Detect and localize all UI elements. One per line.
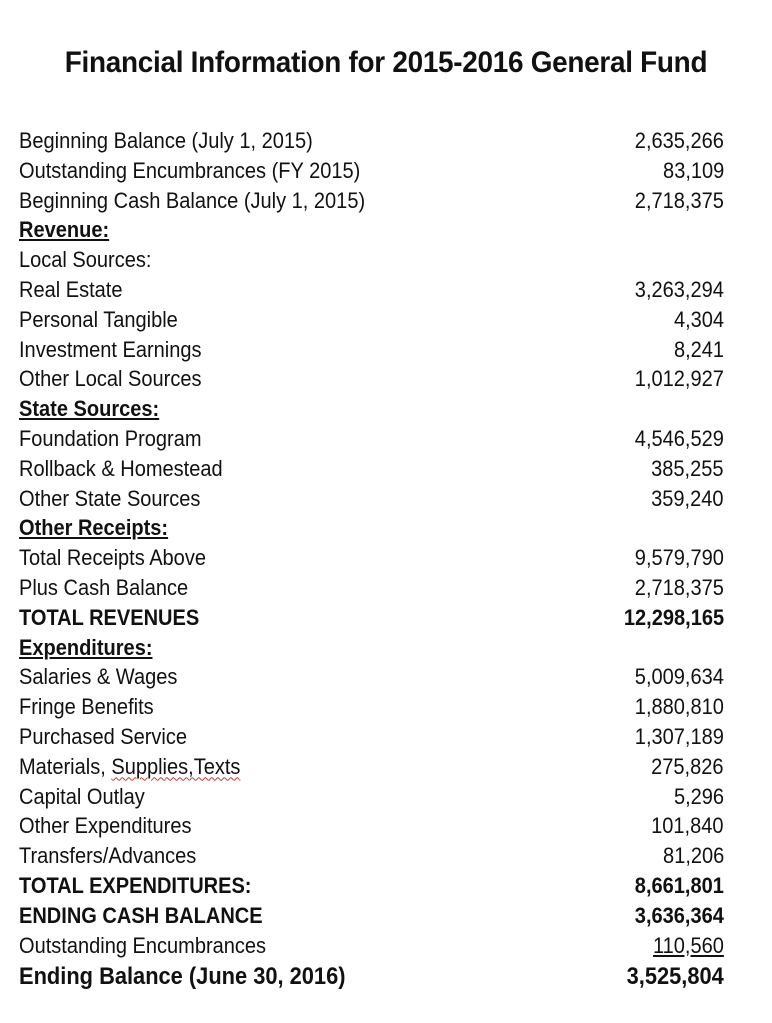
table-row <box>19 126 724 156</box>
row-label: Outstanding Encumbrances (FY 2015) <box>19 157 361 183</box>
row-label: Foundation Program <box>19 425 202 451</box>
row-amount: 8,241 <box>673 336 724 362</box>
table-row <box>19 841 724 871</box>
row-label: Other Expenditures <box>19 813 192 839</box>
row-label: Plus Cash Balance <box>19 574 189 600</box>
table-row <box>19 156 724 186</box>
row-amount: 8,661,801 <box>634 872 724 898</box>
row-label: Transfers/Advances <box>19 843 197 869</box>
row-label: TOTAL REVENUES <box>19 604 200 630</box>
row-label: Real Estate <box>19 276 123 302</box>
row-label: Other State Sources <box>19 485 201 511</box>
row-label: Salaries & Wages <box>19 664 178 690</box>
table-row <box>19 215 724 245</box>
row-amount: 1,880,810 <box>634 694 724 720</box>
row-amount: 2,718,375 <box>634 574 724 600</box>
table-row <box>19 424 724 454</box>
row-label: Investment Earnings <box>19 336 202 362</box>
section-heading: Other Receipts: <box>19 515 169 541</box>
row-amount: 101,840 <box>651 813 724 839</box>
row-amount: 9,579,790 <box>634 545 724 571</box>
table-row <box>19 603 724 633</box>
row-amount: 12,298,165 <box>623 604 724 630</box>
row-amount: 3,636,364 <box>634 902 724 928</box>
row-label: Total Receipts Above <box>19 545 206 571</box>
row-label: Ending Balance (June 30, 2016) <box>19 963 346 991</box>
section-heading: Expenditures: <box>19 634 153 660</box>
table-row <box>19 960 724 994</box>
section-heading: Revenue: <box>19 217 110 243</box>
section-heading: State Sources: <box>19 396 160 422</box>
row-amount: 3,263,294 <box>634 276 724 302</box>
table-row <box>19 484 724 514</box>
row-amount: 385,255 <box>651 455 724 481</box>
row-label: Purchased Service <box>19 723 188 749</box>
table-row <box>19 662 724 692</box>
table-row <box>19 782 724 812</box>
row-label: Local Sources: <box>19 247 152 273</box>
table-row <box>19 752 724 782</box>
row-amount: 4,546,529 <box>634 425 724 451</box>
row-label: ENDING CASH BALANCE <box>19 902 263 928</box>
row-label: Fringe Benefits <box>19 694 154 720</box>
row-amount: 1,012,927 <box>634 366 724 392</box>
row-label: Materials, Supplies,Texts <box>19 753 241 779</box>
row-amount: 5,296 <box>673 783 724 809</box>
table-row <box>19 901 724 931</box>
row-label: Beginning Balance (July 1, 2015) <box>19 128 313 153</box>
table-row <box>19 543 724 573</box>
table-row <box>19 245 724 275</box>
row-label: Other Local Sources <box>19 366 202 392</box>
spellcheck-underline: Supplies,Texts <box>111 753 241 779</box>
row-amount: 5,009,634 <box>634 664 724 690</box>
row-label: TOTAL EXPENDITURES: <box>19 872 252 898</box>
table-row <box>19 692 724 722</box>
table-row <box>19 305 724 335</box>
row-label: Rollback & Homestead <box>19 455 223 481</box>
table-row <box>19 394 724 424</box>
table-row <box>19 454 724 484</box>
row-amount: 275,826 <box>651 753 724 779</box>
table-row <box>19 871 724 901</box>
row-amount: 83,109 <box>662 157 724 183</box>
table-row <box>19 335 724 365</box>
table-row <box>19 722 724 752</box>
row-amount: 2,718,375 <box>634 187 724 213</box>
table-row <box>19 573 724 603</box>
table-row <box>19 513 724 543</box>
table-row <box>19 931 724 961</box>
row-amount: 359,240 <box>651 485 724 511</box>
row-amount: 1,307,189 <box>634 723 724 749</box>
row-label: Capital Outlay <box>19 783 145 809</box>
financial-table <box>19 126 724 994</box>
row-amount: 81,206 <box>662 843 724 869</box>
row-amount: 2,635,266 <box>634 128 724 153</box>
row-amount: 4,304 <box>673 306 724 332</box>
table-row <box>19 364 724 394</box>
row-label: Outstanding Encumbrances <box>19 932 267 958</box>
document-title: Financial Information for 2015-2016 General Fund <box>64 46 708 79</box>
table-row <box>19 275 724 305</box>
row-amount: 3,525,804 <box>626 963 724 991</box>
row-label: Personal Tangible <box>19 306 178 332</box>
row-label: Beginning Cash Balance (July 1, 2015) <box>19 187 366 213</box>
row-amount: 110,560 <box>653 932 724 958</box>
table-row <box>19 633 724 663</box>
table-row <box>19 811 724 841</box>
table-row <box>19 186 724 216</box>
